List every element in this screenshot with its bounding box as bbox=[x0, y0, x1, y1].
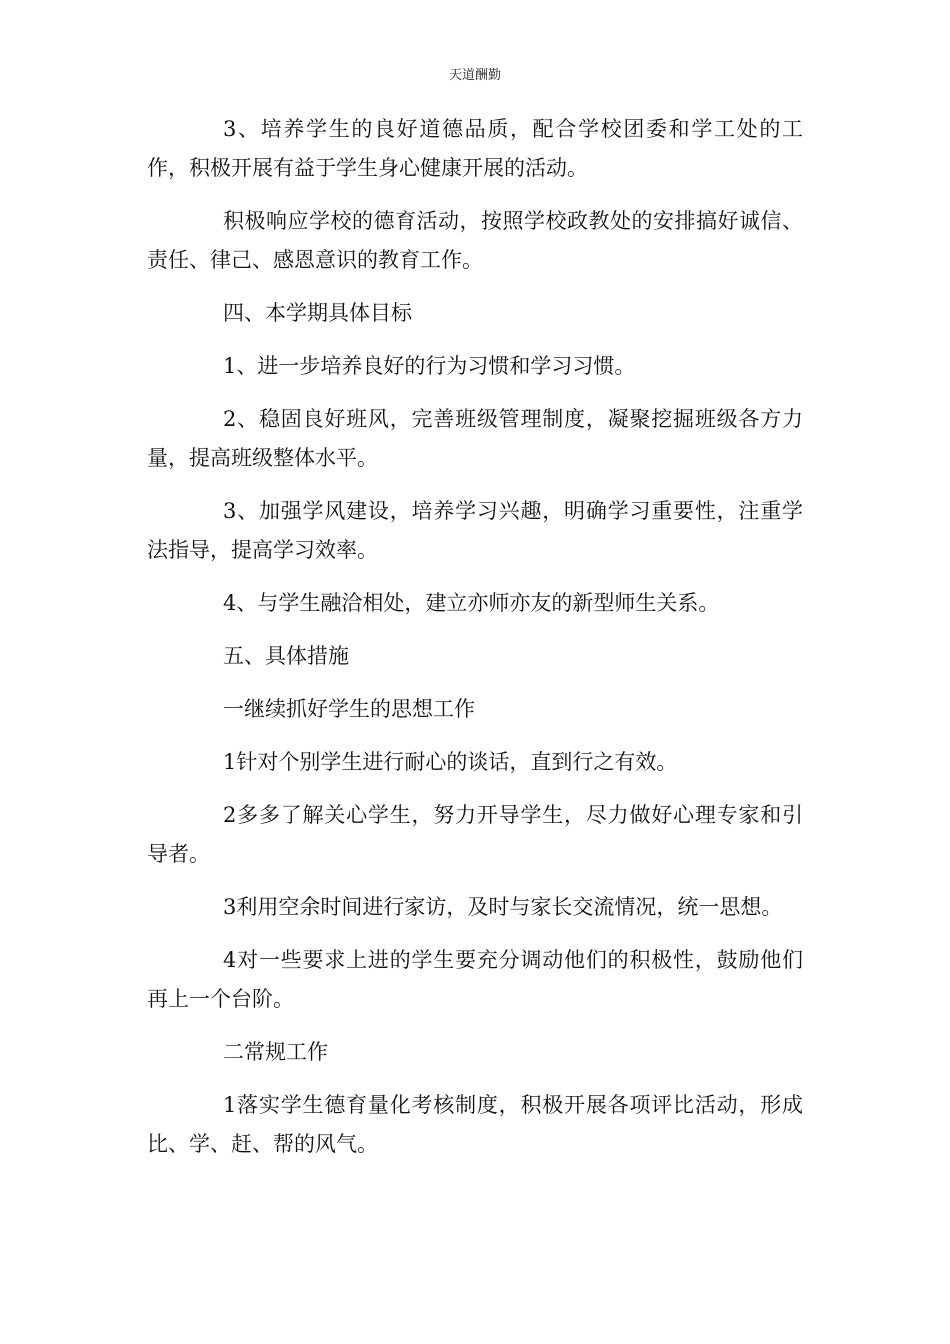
paragraph: 4、与学生融洽相处，建立亦师亦友的新型师生关系。 bbox=[223, 591, 720, 615]
paragraph: 3利用空余时间进行家访，及时与家长交流情况，统一思想。 bbox=[223, 895, 783, 919]
paragraph: 2、稳固良好班风，完善班级管理制度，凝聚挖掘班级各方力量，提高班级整体水平。 bbox=[147, 407, 803, 470]
section-heading: 五、具体措施 bbox=[223, 644, 349, 668]
paragraph: 1、进一步培养良好的行为习惯和学习习惯。 bbox=[223, 354, 636, 378]
paragraph: 4对一些要求上进的学生要充分调动他们的积极性，鼓励他们再上一个台阶。 bbox=[147, 948, 803, 1011]
paragraph: 2多多了解关心学生，努力开导学生，尽力做好心理专家和引导者。 bbox=[147, 803, 803, 866]
section-heading: 四、本学期具体目标 bbox=[223, 301, 412, 325]
paragraph: 3、培养学生的良好道德品质，配合学校团委和学工处的工作，积极开展有益于学生身心健康开展的活动。 bbox=[147, 117, 803, 180]
subsection-heading: 一继续抓好学生的思想工作 bbox=[223, 697, 475, 721]
subsection-heading: 二常规工作 bbox=[223, 1040, 328, 1064]
paragraph: 1落实学生德育量化考核制度，积极开展各项评比活动，形成比、学、赶、帮的风气。 bbox=[147, 1093, 803, 1156]
paragraph: 3、加强学风建设，培养学习兴趣，明确学习重要性，注重学法指导，提高学习效率。 bbox=[147, 499, 803, 562]
document-body bbox=[147, 110, 803, 1178]
paragraph: 积极响应学校的德育活动，按照学校政教处的安排搞好诚信、责任、律己、感恩意识的教育工作。 bbox=[147, 209, 803, 272]
paragraph: 1针对个别学生进行耐心的谈话，直到行之有效。 bbox=[223, 750, 678, 774]
page-header: 天道酬勤 bbox=[448, 68, 501, 83]
